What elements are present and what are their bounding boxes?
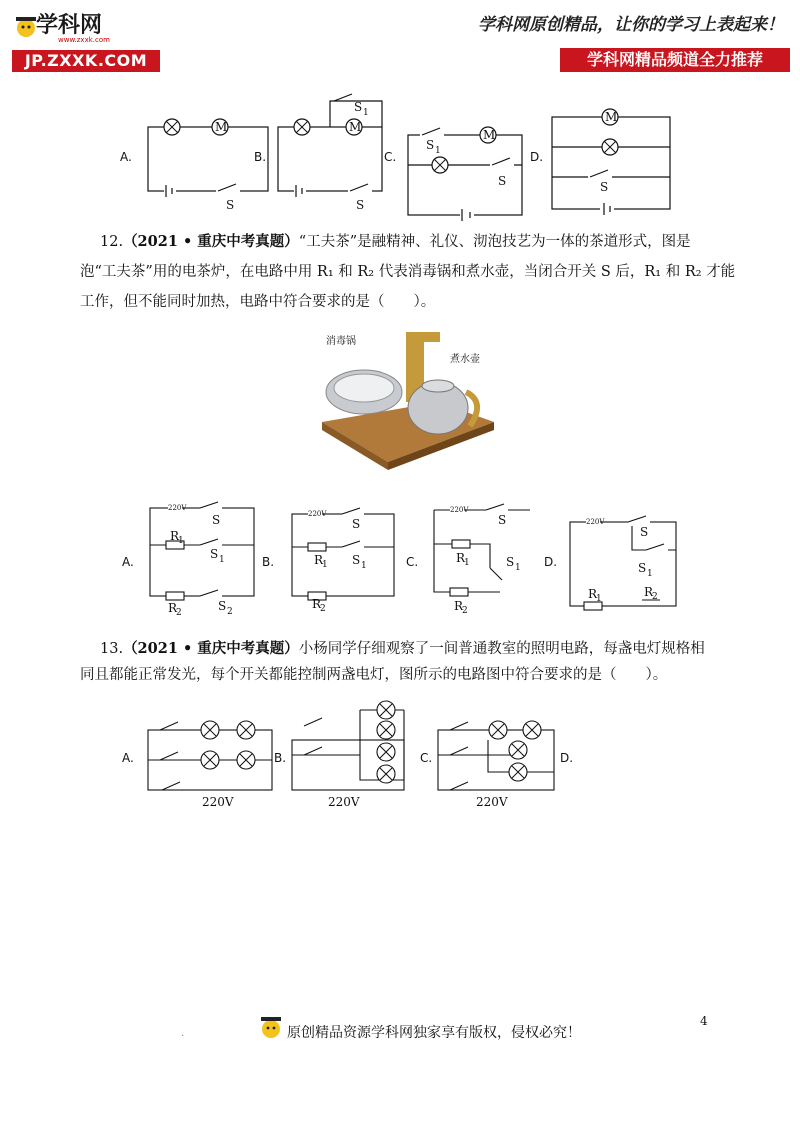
svg-text:2: 2 — [227, 607, 233, 617]
header-recommend-banner: 学科网精品频道全力推荐 — [560, 48, 790, 72]
page-number: 4 — [700, 1014, 708, 1028]
svg-text:R: R — [168, 601, 178, 615]
svg-text:R: R — [454, 599, 464, 613]
svg-text:1: 1 — [219, 555, 225, 565]
header-slogan: 学科网原创精品，让你的学习上表起来！ — [478, 15, 784, 35]
svg-text:A.: A. — [122, 555, 134, 569]
q11-circuits — [120, 95, 680, 220]
switch-b1-label: S — [354, 100, 363, 114]
q12-line-3: 工作，但不能同时加热，电路中符合要求的是（ ）。 — [80, 294, 436, 310]
b-220v: 220V — [308, 510, 327, 518]
svg-text:S: S — [352, 517, 361, 531]
motor-a-label: M — [215, 120, 228, 134]
logo-text: 学科网 — [36, 13, 103, 38]
svg-text:1: 1 — [361, 561, 367, 571]
svg-text:1: 1 — [515, 563, 521, 573]
logo-banner: JP.ZXXK.COM — [12, 50, 160, 72]
svg-text:1: 1 — [464, 558, 470, 568]
svg-text:2: 2 — [176, 608, 182, 618]
svg-text:R: R — [170, 529, 180, 543]
d-220v: 220V — [586, 518, 605, 526]
q12-line-1: 12.（2021 • 重庆中考真题）“工夫茶”是融精神、礼仪、沏泡技艺为一体的茶道形式，图是 — [100, 233, 691, 250]
logo-mascot-icon — [14, 14, 38, 44]
svg-text:D.: D. — [544, 555, 558, 569]
svg-text:R: R — [456, 551, 466, 565]
c-220v: 220V — [450, 506, 469, 514]
switch-a-label: S — [226, 198, 235, 212]
switch-c1-label: S — [426, 138, 435, 152]
svg-text:S: S — [638, 561, 647, 575]
b-220v-label: 220V — [328, 795, 360, 809]
q13-circuits — [120, 700, 580, 810]
svg-text:1: 1 — [363, 108, 369, 118]
label-kettle: 煮水壶 — [450, 354, 480, 365]
svg-text:1: 1 — [322, 560, 328, 570]
switch-c-label: S — [498, 174, 507, 188]
switch-d-label: S — [600, 180, 609, 194]
svg-text:R: R — [314, 553, 324, 567]
footer-copyright: 原创精品资源学科网独家享有版权，侵权必究！ — [287, 1025, 581, 1041]
svg-text:1: 1 — [178, 536, 184, 546]
motor-c-label: M — [483, 128, 496, 142]
svg-text:2: 2 — [462, 606, 468, 616]
svg-text:R: R — [588, 587, 598, 601]
svg-text:B.: B. — [274, 751, 287, 765]
svg-text:R: R — [312, 597, 322, 611]
svg-text:S: S — [352, 553, 361, 567]
svg-text:1: 1 — [647, 569, 653, 579]
svg-text:S: S — [210, 547, 219, 561]
footer-dot: . — [181, 1028, 185, 1039]
svg-text:D.: D. — [560, 751, 574, 765]
option-c-label: C. — [384, 150, 397, 164]
svg-text:S: S — [212, 513, 221, 527]
svg-text:S: S — [506, 555, 515, 569]
svg-text:C.: C. — [420, 751, 433, 765]
option-b-label: B. — [254, 150, 267, 164]
tea-stove-image — [318, 322, 498, 472]
option-a-label: A. — [120, 150, 132, 164]
svg-text:2: 2 — [320, 604, 326, 614]
label-sterilizer: 消毒锅 — [326, 336, 356, 347]
svg-text:S: S — [640, 525, 649, 539]
svg-text:S: S — [498, 513, 507, 527]
svg-text:2: 2 — [652, 592, 658, 602]
q13-line-1: 13.（2021 • 重庆中考真题）小杨同学仔细观察了一间普通教室的照明电路，每盏电灯规格相 — [100, 640, 705, 657]
svg-text:B.: B. — [262, 555, 275, 569]
q12-circuits — [120, 500, 720, 620]
q13-line-2: 同且都能正常发光，每个开关都能控制两盏电灯，图所示的电路图中符合要求的是（ ）。 — [80, 667, 668, 683]
motor-b-label: M — [349, 120, 362, 134]
svg-text:S: S — [218, 599, 227, 613]
a-220v: 220V — [168, 504, 187, 512]
motor-d-label: M — [605, 110, 618, 124]
svg-text:C.: C. — [406, 555, 419, 569]
logo-small-url: www.zxxk.com — [58, 36, 110, 44]
svg-text:1: 1 — [435, 146, 441, 156]
option-d-label: D. — [530, 150, 544, 164]
svg-text:A.: A. — [122, 751, 134, 765]
a-220v-label: 220V — [202, 795, 234, 809]
q12-line-2: 泡“工夫茶”用的电茶炉，在电路中用 R₁ 和 R₂ 代表消毒锅和煮水壶，当闭合开关 S 后，R₁ 和 R₂ 才能 — [80, 264, 736, 280]
footer-mascot-icon — [258, 1014, 284, 1046]
switch-b-label: S — [356, 198, 365, 212]
svg-text:1: 1 — [596, 594, 602, 604]
c-220v-label: 220V — [476, 795, 508, 809]
svg-text:R: R — [644, 585, 654, 599]
